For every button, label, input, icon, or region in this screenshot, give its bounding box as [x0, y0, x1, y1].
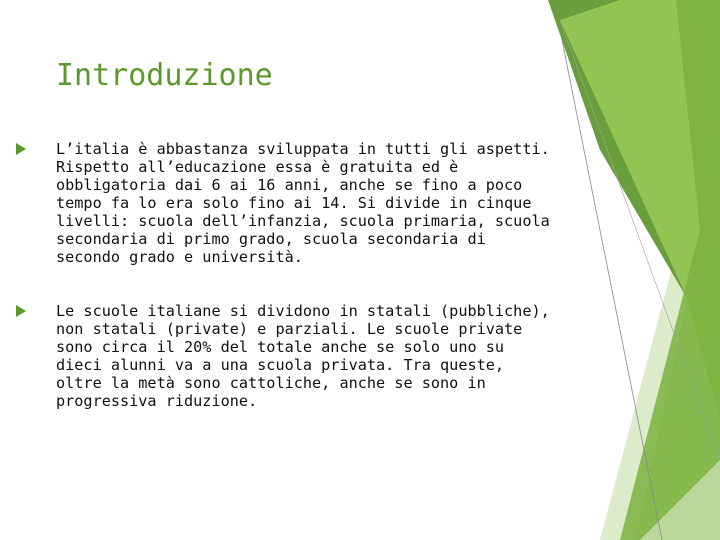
- paragraph-line: dieci alunni va a una scuola privata. Tra queste,: [56, 356, 505, 374]
- paragraph-line: sono circa il 20% del totale anche se solo uno su: [56, 338, 505, 356]
- paragraph-line: tempo fa lo era solo fino ai 14. Si divide in cinque: [56, 194, 532, 212]
- paragraph-line: oltre la metà sono cattoliche, anche se sono in: [56, 374, 486, 392]
- slide-title: Introduzione: [56, 58, 273, 93]
- paragraph-line: Le scuole italiane si dividono in statali (pubbliche),: [56, 302, 550, 320]
- paragraph-line: secondo grado e università.: [56, 248, 303, 266]
- slide-body: [56, 140, 556, 446]
- paragraph-line: Rispetto all’educazione essa è gratuita ed è: [56, 158, 459, 176]
- paragraph-line: progressiva riduzione.: [56, 392, 258, 410]
- triangle-bullet-icon: [16, 305, 26, 317]
- paragraph-1: [56, 140, 556, 266]
- paragraph-line: obbligatoria dai 6 ai 16 anni, anche se fino a poco: [56, 176, 523, 194]
- paragraph-line: L’italia è abbastanza sviluppata in tutti gli aspetti.: [56, 140, 550, 158]
- paragraph-line: non statali (private) e parziali. Le scuole private: [56, 320, 523, 338]
- paragraph-2: [56, 302, 556, 410]
- paragraph-line: secondaria di primo grado, scuola secondaria di: [56, 230, 486, 248]
- paragraph-line: livelli: scuola dell’infanzia, scuola primaria, scuola: [56, 212, 550, 230]
- triangle-bullet-icon: [16, 143, 26, 155]
